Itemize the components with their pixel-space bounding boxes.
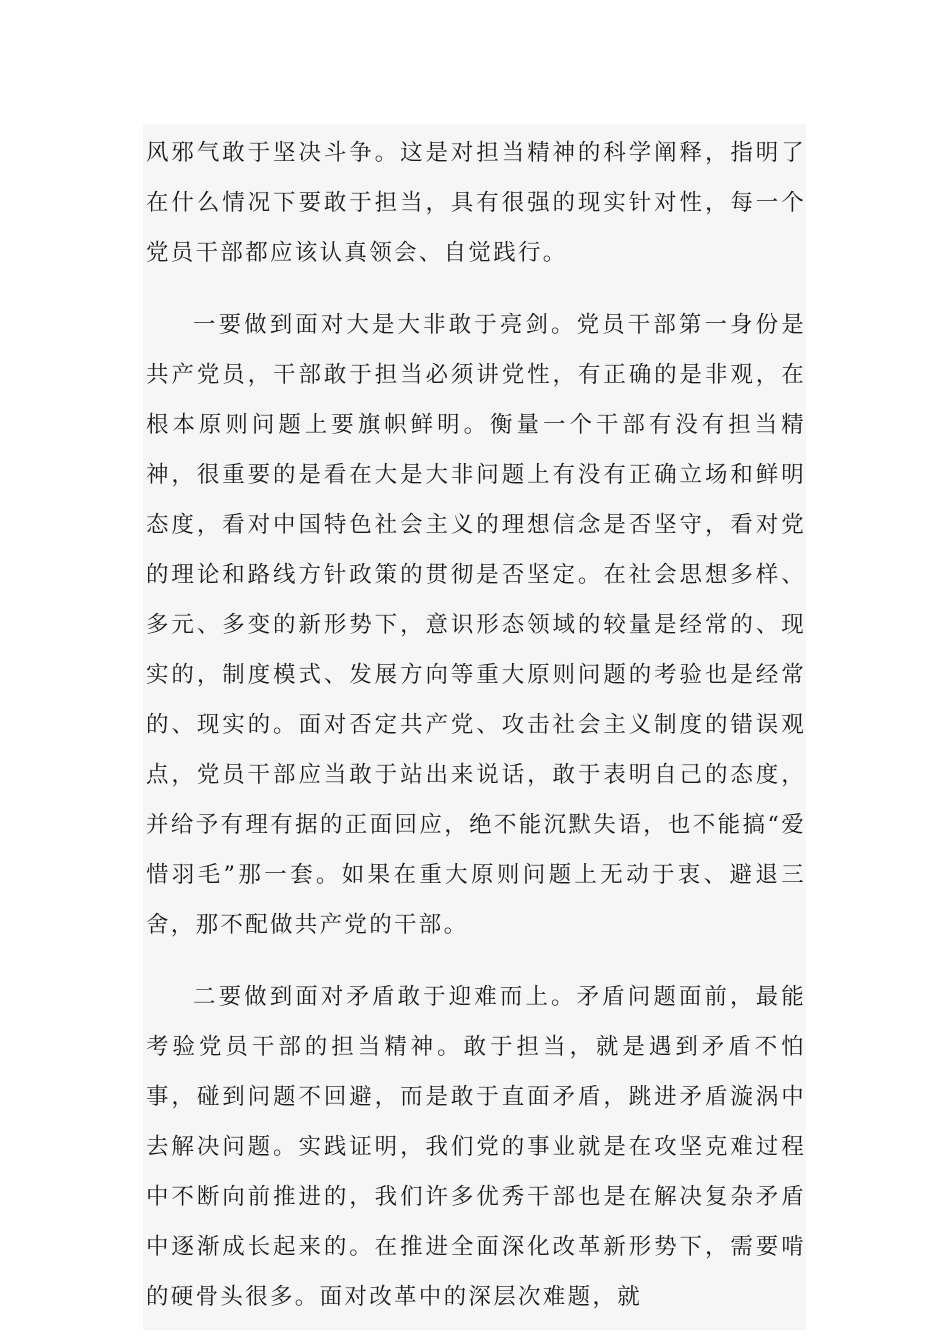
body-text (143, 124, 806, 1330)
paragraph-spacer (146, 950, 806, 972)
paragraph-continuation: 风邪气敢于坚决斗争。这是对担当精神的科学阐释，指明了在什么情况下要敢于担当，具有很强的现实针对性，每一个党员干部都应该认真领会、自觉践行。 (146, 140, 806, 266)
paragraph-second-requirement: 二要做到面对矛盾敢于迎难而上。矛盾问题面前，最能考验党员干部的担当精神。敢于担当，就是遇到矛盾不怕事，碰到问题不回避，而是敢于直面矛盾，跳进矛盾漩涡中去解决问题。实践证明，我们党的事业就是在攻坚克难过程中不断向前推进的，我们许多优秀干部也是在解决复杂矛盾中逐渐成长起来的。在推进全面深化改革新形势下，需要啃的硬骨头很多。面对改革中的深层次难题，就 (146, 984, 806, 1310)
paragraph-spacer (146, 278, 806, 300)
paragraph-first-requirement: 一要做到面对大是大非敢于亮剑。党员干部第一身份是共产党员，干部敢于担当必须讲党性，有正确的是非观，在根本原则问题上要旗帜鲜明。衡量一个干部有没有担当精神，很重要的是看在大是大非问题上有没有正确立场和鲜明态度，看对中国特色社会主义的理想信念是否坚守，看对党的理论和路线方针政策的贯彻是否坚定。在社会思想多样、多元、多变的新形势下，意识形态领域的较量是经常的、现实的，制度模式、发展方向等重大原则问题的考验也是经常的、现实的。面对否定共产党、攻击社会主义制度的错误观点，党员干部应当敢于站出来说话，敢于表明自己的态度，并给予有理有据的正面回应，绝不能沉默失语，也不能搞“爱惜羽毛”那一套。如果在重大原则问题上无动于衷、避退三舍，那不配做共产党的干部。 (146, 312, 806, 938)
